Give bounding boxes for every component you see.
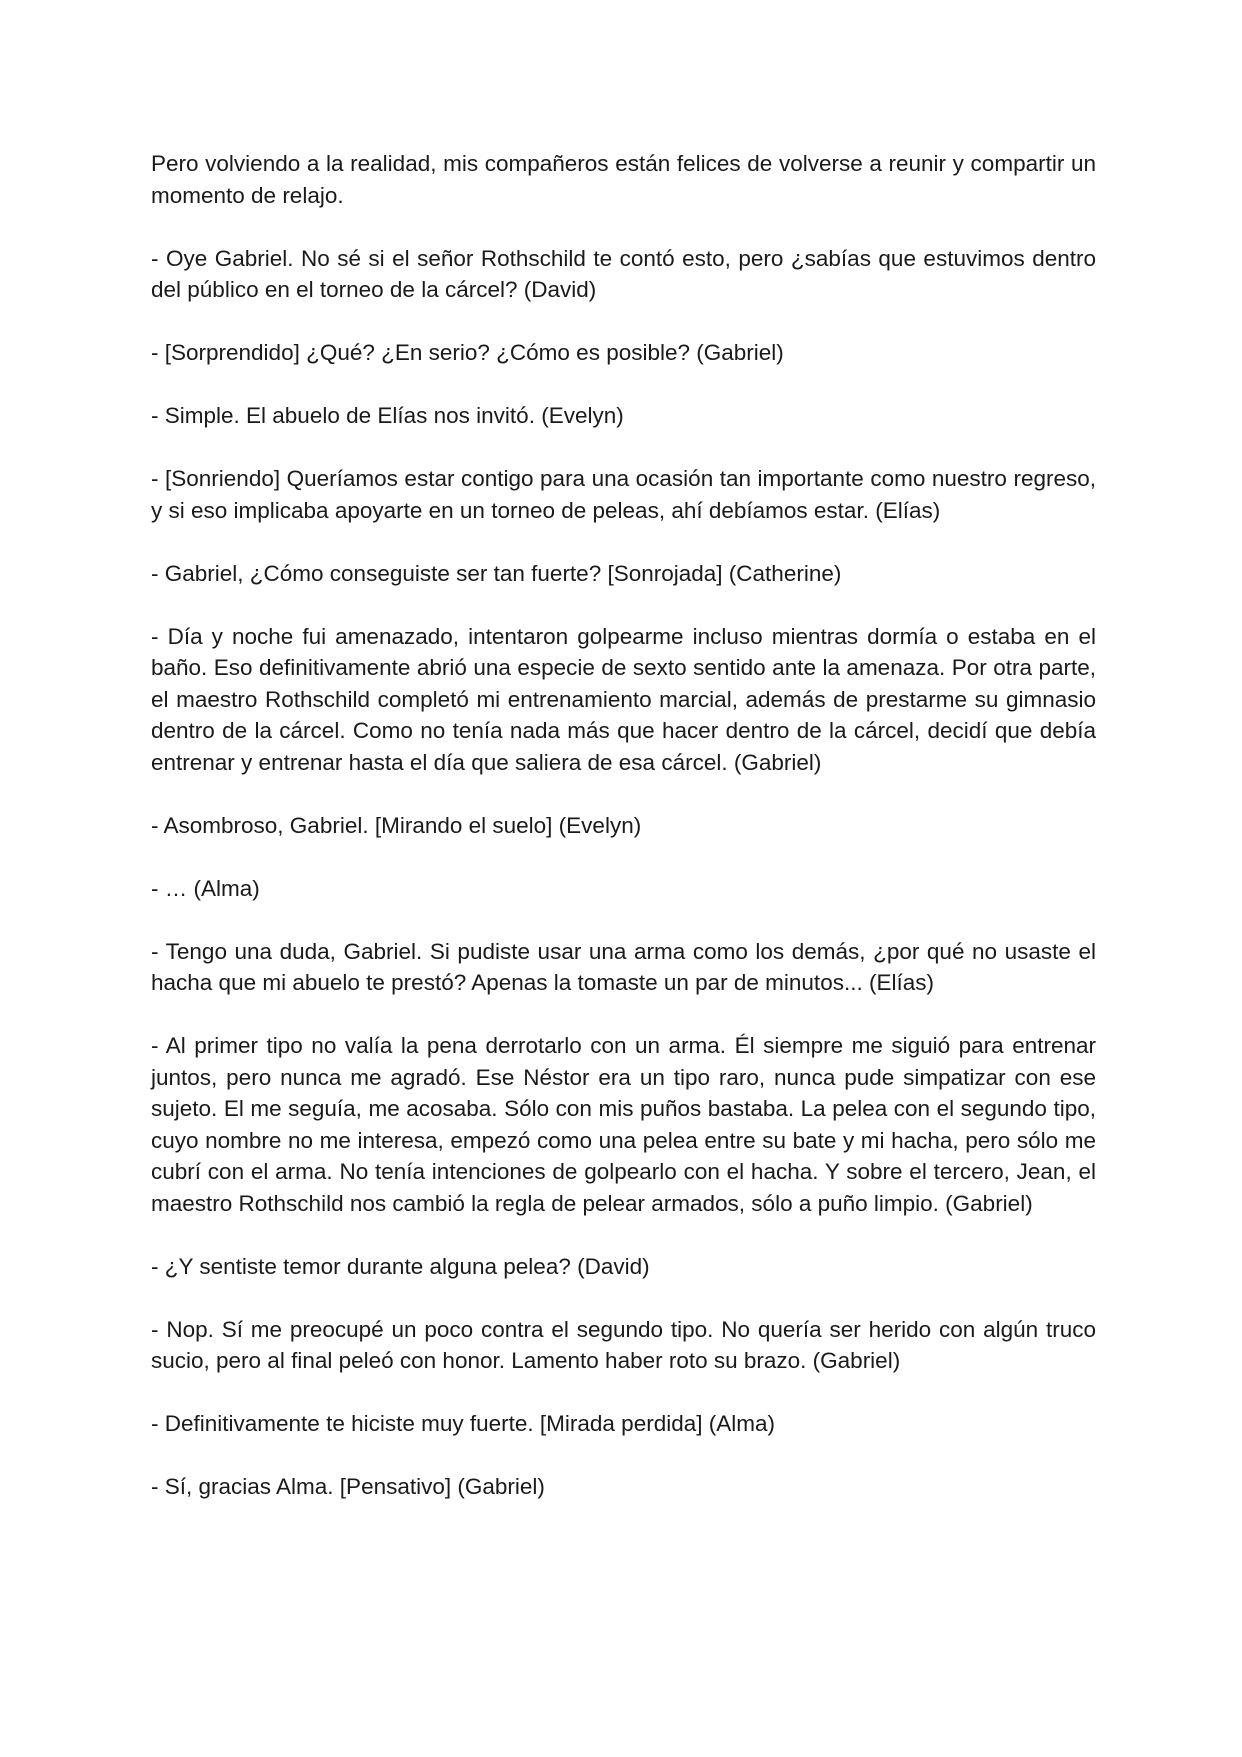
paragraph-dialogue: - Gabriel, ¿Cómo conseguiste ser tan fuerte? [Sonrojada] (Catherine) [151, 560, 842, 586]
paragraph-narration: Pero volviendo a la realidad, mis compañeros están felices de volverse a reunir y compartir un momento de relajo. [151, 151, 1096, 208]
document-body [151, 148, 1096, 1503]
paragraph-dialogue: - Definitivamente te hiciste muy fuerte. [Mirada perdida] (Alma) [151, 1411, 775, 1436]
paragraph-dialogue: - Sí, gracias Alma. [Pensativo] (Gabriel) [151, 1474, 545, 1499]
paragraph-dialogue: - … (Alma) [151, 875, 260, 901]
paragraph-dialogue: - Día y noche fui amenazado, intentaron golpearme incluso mientras dormía o estaba en el baño. Eso definitivamente abrió una especie de sexto sentido ante la amenaza. Por otra parte, el maestro Rothschild completó mi entrenamiento marcial, además de prestarme su gimnasio dentro de la cárcel. Como no tenía nada más que hacer dentro de la cárcel, decidí que debía entrenar y entrenar hasta el día que saliera de esa cárcel. (Gabriel) [151, 623, 1096, 775]
paragraph-dialogue: - [Sonriendo] Queríamos estar contigo para una ocasión tan importante como nuestro regreso, y si eso implicaba apoyarte en un torneo de peleas, ahí debíamos estar. (Elías) [151, 466, 1096, 523]
paragraph-dialogue: - Oye Gabriel. No sé si el señor Rothschild te contó esto, pero ¿sabías que estuvimos dentro del público en el torneo de la cárcel? (David) [151, 245, 1096, 302]
paragraph-dialogue: - [Sorprendido] ¿Qué? ¿En serio? ¿Cómo es posible? (Gabriel) [151, 340, 784, 365]
paragraph-dialogue: - Tengo una duda, Gabriel. Si pudiste usar una arma como los demás, ¿por qué no usaste el hacha que mi abuelo te prestó? Apenas la tomaste un par de minutos... (Elías) [151, 938, 1096, 995]
paragraph-dialogue: - Al primer tipo no valía la pena derrotarlo con un arma. Él siempre me siguió para entrenar juntos, pero nunca me agradó. Ese Néstor era un tipo raro, nunca pude simpatizar con ese sujeto. El me seguía, me acosaba. Sólo con mis puños bastaba. La pelea con el segundo tipo, cuyo nombre no me interesa, empezó como una pelea entre su bate y mi hacha, pero sólo me cubrí con el arma. No tenía intenciones de golpearlo con el hacha. Y sobre el tercero, Jean, el maestro Rothschild nos cambió la regla de pelear armados, sólo a puño limpio. (Gabriel) [151, 1033, 1096, 1216]
paragraph-dialogue: - ¿Y sentiste temor durante alguna pelea? (David) [151, 1253, 650, 1279]
paragraph-dialogue: - Nop. Sí me preocupé un poco contra el segundo tipo. No quería ser herido con algún truco sucio, pero al final peleó con honor. Lamento haber roto su brazo. (Gabriel) [151, 1316, 1096, 1373]
paragraph-dialogue: - Simple. El abuelo de Elías nos invitó. (Evelyn) [151, 403, 624, 428]
paragraph-dialogue: - Asombroso, Gabriel. [Mirando el suelo] (Evelyn) [151, 812, 642, 838]
